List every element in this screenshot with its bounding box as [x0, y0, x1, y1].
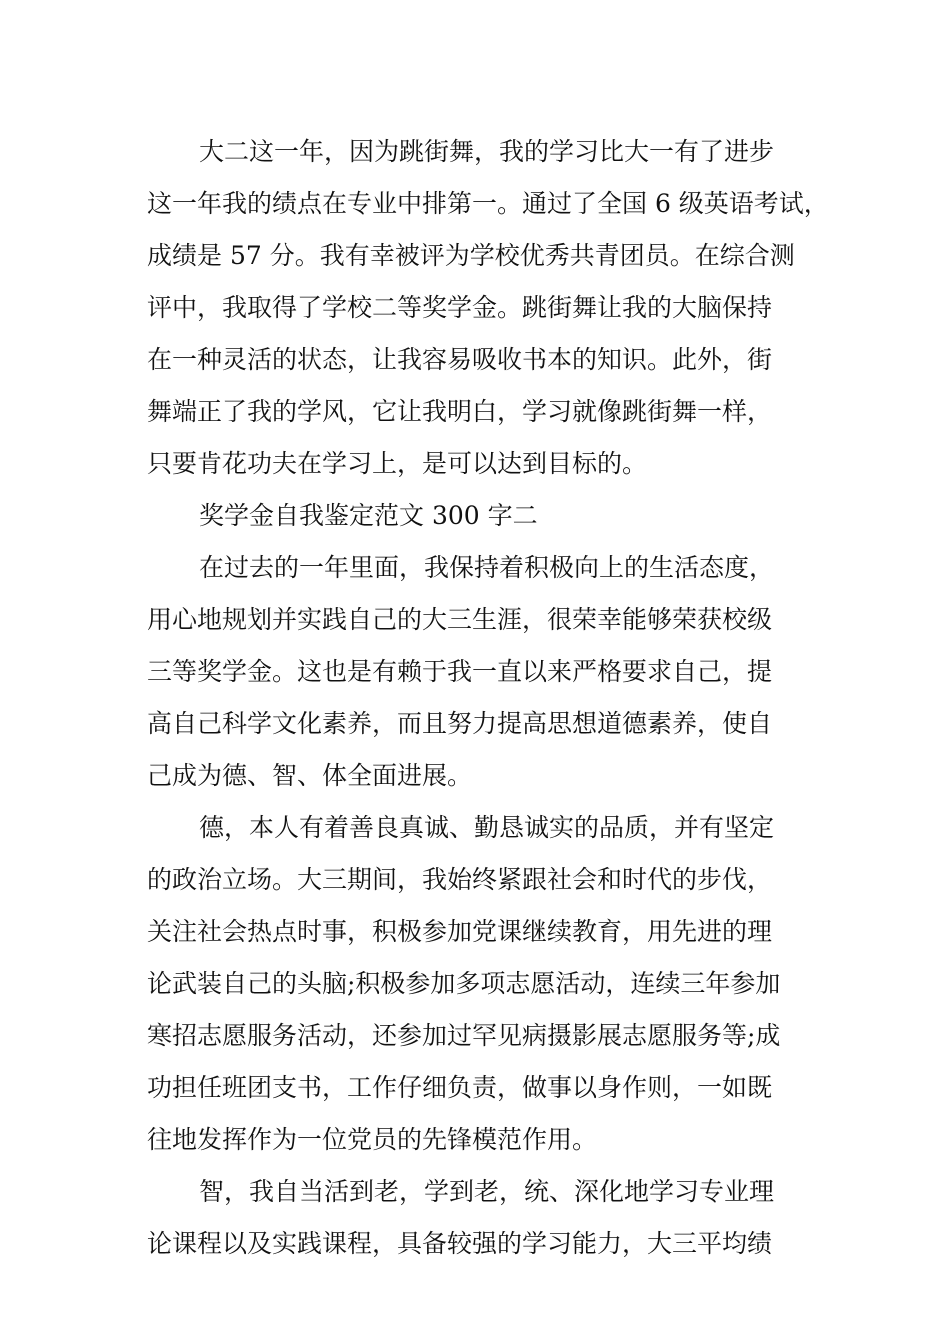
section-heading-block	[147, 490, 807, 542]
section-heading: 奖学金自我鉴定范文 300 字二	[199, 501, 538, 530]
text-line: 用心地规划并实践自己的大三生涯，很荣幸能够荣获校级	[147, 605, 773, 634]
text-line: 己成为德、智、体全面进展。	[147, 761, 473, 790]
text-line: 舞端正了我的学风，它让我明白，学习就像跳街舞一样，	[147, 397, 773, 426]
text-line: 的政治立场。大三期间，我始终紧跟社会和时代的步伐，	[147, 865, 773, 894]
text-line: 评中，我取得了学校二等奖学金。跳街舞让我的大脑保持	[147, 293, 773, 322]
text-line: 大二这一年，因为跳街舞，我的学习比大一有了进步	[199, 137, 775, 166]
text-line: 论课程以及实践课程，具备较强的学习能力，大三平均绩	[147, 1229, 773, 1258]
text-line: 成绩是 57 分。我有幸被评为学校优秀共青团员。在综合测	[147, 241, 795, 270]
text-line: 只要肯花功夫在学习上，是可以达到目标的。	[147, 449, 648, 478]
text-line: 论武装自己的头脑;积极参加多项志愿活动，连续三年参加	[147, 969, 781, 998]
paragraph-2	[147, 542, 807, 802]
text-line: 寒招志愿服务活动，还参加过罕见病摄影展志愿服务等;成	[147, 1021, 781, 1050]
paragraph-1	[147, 126, 829, 490]
paragraph-4	[147, 1166, 807, 1270]
text-line: 智，我自当活到老，学到老，统、深化地学习专业理	[199, 1177, 775, 1206]
document-body	[147, 126, 829, 1270]
text-line: 高自己科学文化素养，而且努力提高思想道德素养，使自	[147, 709, 773, 738]
text-line: 功担任班团支书，工作仔细负责，做事以身作则，一如既	[147, 1073, 773, 1102]
text-line: 关注社会热点时事，积极参加党课继续教育，用先进的理	[147, 917, 773, 946]
paragraph-3	[147, 802, 807, 1166]
text-line: 德，本人有着善良真诚、勤恳诚实的品质，并有坚定	[199, 813, 775, 842]
text-line: 在一种灵活的状态，让我容易吸收书本的知识。此外，街	[147, 345, 773, 374]
text-line: 在过去的一年里面，我保持着积极向上的生活态度，	[199, 553, 775, 582]
text-line: 这一年我的绩点在专业中排第一。通过了全国 6 级英语考试，	[147, 189, 829, 218]
text-line: 往地发挥作为一位党员的先锋模范作用。	[147, 1125, 598, 1154]
text-line: 三等奖学金。这也是有赖于我一直以来严格要求自己，提	[147, 657, 773, 686]
